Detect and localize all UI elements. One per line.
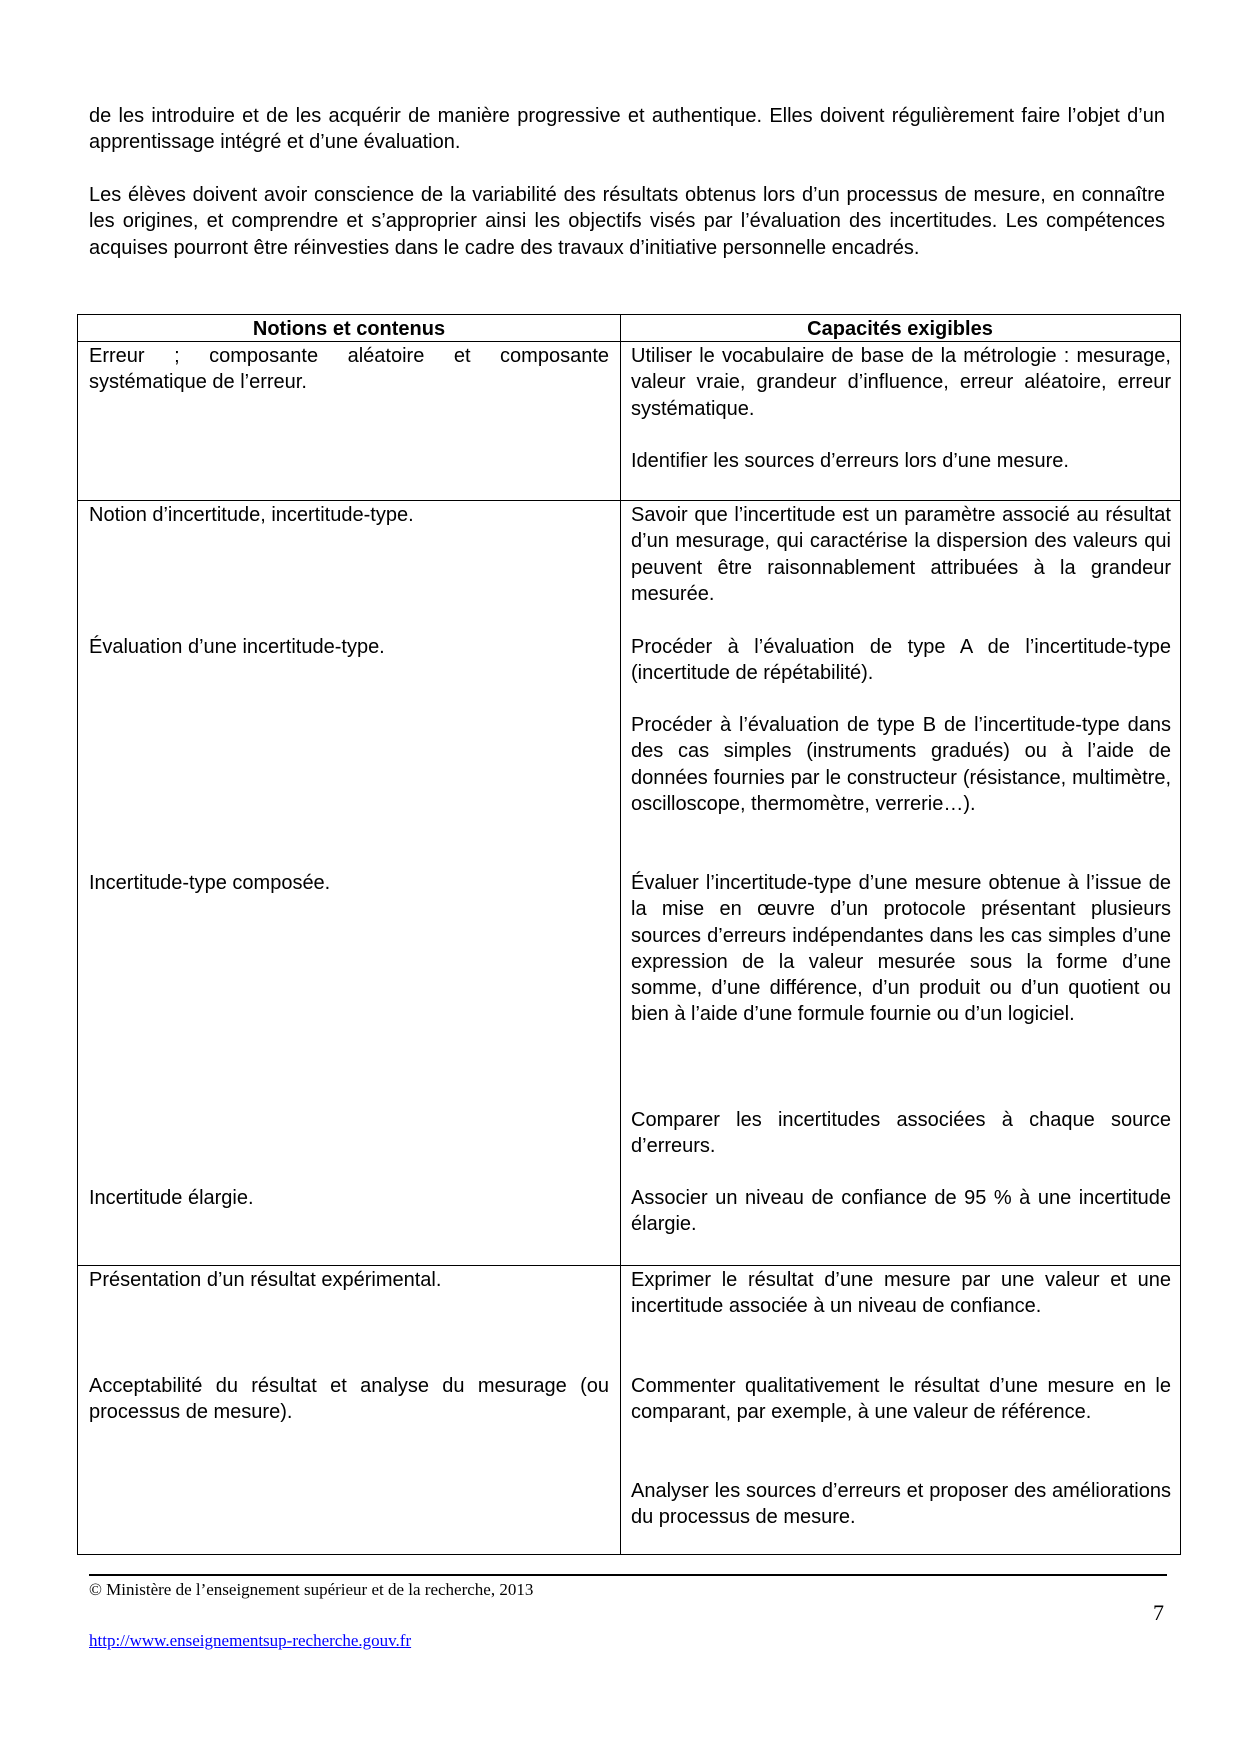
header-notions: Notions et contenus [252,318,446,340]
row-divider [78,500,1180,501]
notion-cell: Présentation d’un résultat expérimental. [89,1269,442,1291]
notion-cell: Évaluation d’une incertitude-type. [89,636,385,658]
footer-rule [89,1574,1167,1576]
capacity-cell: Comparer les incertitudes associées à chaque source d’erreurs. [631,1109,1171,1158]
notion-cell: Incertitude élargie. [89,1187,254,1209]
page-number: 7 [1153,1600,1164,1625]
capacity-cell: Savoir que l’incertitude est un paramètre associé au résultat d’un mesurage, qui caractérise la dispersion des valeurs qui peuvent être raisonnablement attribuées à la grandeur mesurée. [631,504,1171,605]
capacity-cell: Exprimer le résultat d’une mesure par une valeur et une incertitude associée à un niveau de confiance. [631,1269,1171,1318]
row-divider [78,1265,1180,1266]
notion-cell: Notion d’incertitude, incertitude-type. [89,504,414,526]
capacity-cell: Commenter qualitativement le résultat d’une mesure en le comparant, par exemple, à une valeur de référence. [631,1375,1171,1424]
intro-paragraph: de les introduire et de les acquérir de manière progressive et authentique. Elles doivent régulièrement faire l’objet d’un apprentissage intégré et d’une évaluation. [89,105,1165,154]
capacity-cell: Utiliser le vocabulaire de base de la métrologie : mesurage, valeur vraie, grandeur d’influence, erreur aléatoire, erreur systématique. [631,345,1171,420]
intro-paragraph: Les élèves doivent avoir conscience de la variabilité des résultats obtenus lors d’un processus de mesure, en connaître les origines, et comprendre et s’approprier ainsi les objectifs visés par l’évaluation des incertitudes. Les compétences acquises pourront être réinvesties dans le cadre des travaux d’initiative personnelle encadrés. [89,184,1165,259]
capacity-cell: Analyser les sources d’erreurs et proposer des améliorations du processus de mesure. [631,1480,1171,1529]
notion-cell: Erreur ; composante aléatoire et composante systématique de l’erreur. [89,345,609,394]
curriculum-table [77,314,1181,1555]
notion-cell: Acceptabilité du résultat et analyse du mesurage (ou processus de mesure). [89,1375,609,1424]
header-capacites: Capacités exigibles [807,318,993,340]
capacity-cell: Identifier les sources d’erreurs lors d’une mesure. [631,450,1069,472]
notion-cell: Incertitude-type composée. [89,872,331,894]
capacity-cell: Procéder à l’évaluation de type A de l’incertitude-type (incertitude de répétabilité). [631,636,1171,685]
capacity-cell: Évaluer l’incertitude-type d’une mesure obtenue à l’issue de la mise en œuvre d’un protocole présentant plusieurs sources d’erreurs indépendantes dans les cas simples d’une expression de la valeur mesurée sous la forme d’une somme, d’une différence, d’un produit ou d’un quotient ou bien à l’aide d’une formule fournie ou d’un logiciel. [631,872,1171,1026]
ministry-link[interactable]: http://www.enseignementsup-recherche.gouv.fr [89,1631,412,1650]
capacity-cell: Procéder à l’évaluation de type B de l’incertitude-type dans des cas simples (instruments gradués) ou à l’aide de données fournies par le constructeur (résistance, multimètre, oscilloscope, thermomètre, verrerie…). [631,714,1171,815]
capacity-cell: Associer un niveau de confiance de 95 % à une incertitude élargie. [631,1187,1171,1236]
copyright: © Ministère de l’enseignement supérieur et de la recherche, 2013 [89,1580,534,1599]
